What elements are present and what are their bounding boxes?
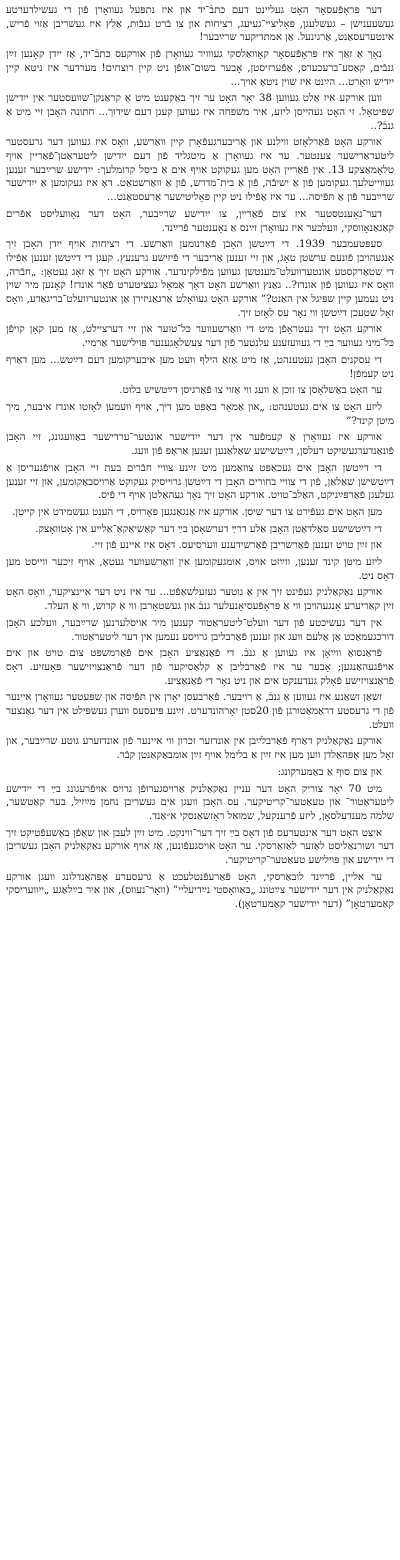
paragraph-17: אורקע נאַקאַלניק געפֿינט זיך אין אַ גוטער געזעלשאַפֿט... ער איז ניט דער איינציקער, וואָס האָט זײַן קאַריערע אָנגעהויבן ווי אַ פּראָפֿעסיאָנעלער גנבֿ און געשטאָרבן ווי אַ קדוש, ווי אַ העלד. — [6, 587, 394, 613]
paragraph-18: אין דער געשיכטע פֿון דער וועלט־ליטעראַטור קענען מיר אויסלערנען שרײַבער, וועלכע האָבן דורכגעמאַכט אַן אַלעם וועג און זענען פֿאַרבליבן גרויסע נעמען אין דער ליטעראַטור. — [6, 617, 394, 643]
paragraph-20: זשאַן זשאַנע איז געווען אַ גנבֿ, אַ רויבער. פֿאַרבעסן יאָרן אין תּפֿיסה און שפּעטער געוואָרן איינער פֿון די גרעסטע דראַמאַטורגן פֿון 20סטן יאָרהונדערט. זײַנע פּיעסעס ווערן געשפּילט אין דער גאַנצער וועלט. — [6, 692, 394, 731]
paragraph-10: ליזע האָט צו אים געטענהט: „און אַמאָר באַפּט מען דיך, אויף וועמען לאָזטו אונדז איבער, מיך מיטן קינד?” — [6, 401, 394, 427]
paragraph-9: ער האָט באַשלאָסן צו זוכן אַ וועג ווי אַזוי צו פֿאַרגיסן דײַטשיש בלוט. — [119, 385, 382, 397]
paragraph-15: און זײַן טויט זענען פֿאַרשריבן פֿאַרשידענע ווערסיעס. דאָס איז איינע פֿון זיי. — [91, 540, 382, 552]
paragraph-25: ער אליין, פֿרײַנד לובאַרסקי, האָט פֿאַרעפֿנטלעכט אַ גרעסערע אָפּהאַנדלונג וועגן אורקע נאַקאַלניק אין דער ייִדישער צײַטונג „באַוואָסטי נײַדיעליי” (וואָר־נעווס), און איר בײַלאַגע „ייִוועריסקי קאַמערטאָן” (דער ייִדישער קאַמערטאָן). — [6, 871, 394, 911]
paragraph-3: ווען אורקע איז אַלט געווען 38 יאָר האָט ער זיך באַקענט מיט אַ קראַנקן־שוועסטער אין ייִדישן שפּיטאָל. זי האָט געהייסן ליזע, איר משפּחה איז געווען קעגן דעם שידוך... חתונה האָבן זיי מיט אַ גנבֿ?.. — [6, 93, 394, 132]
paragraph-14: די דײַטשישע סאַלדאַטן האָבן אַלע דרײַ דערשאָסן בײַ דער קאַשיאַקאַ־אַלייע אין אָטוואָצק. — [35, 523, 382, 535]
paragraph-24: איצט האָט דער אינטערעס פֿון דאָס בײַ זיך דער־ווינקט. מיט זײַן לעבן און שאַפֿן באַשעפֿטיקט זיך דער זשורנאַליסט לאַזער לאַזאַרסקי. ער האָט אויסגעפֿונען, אַז אויף אורקע נאַקאַלניק האָבן געשריבן די ייִדישע און פּוילישע טעאַטער־קריטיקער. — [6, 827, 394, 867]
paragraph-16: ליזע מיטן קינד זענען, ווײַזט אויס, אומגעקומען אין וואַרשעווער געטאָ, אויף זיכער ווייסט מען דאָס ניט. — [6, 557, 394, 582]
paragraph-4: אורקע האָט פֿאַרלאָזט ווילנע און אַריבערגעפֿאָרן קיין וואַרשע, וואָס איז געווען דער גרעסטער ליטעראַרישער צענטער. ער איז געוואָרן אַ מיטגליד פֿון דעם ייִדישן ליטעראַטן־פֿאַריין אויף טלאָמאַצקע 13. אין פֿאַריין האָט מען געקוקט אויף אים אַ ביסל קרומלעך: ייִדישע שרײַבער זענען געווייטלעך געקומען פֿון אַ ישיבֿה, פֿון אַ בית־מדרש, פֿון אַ וואַרשטאַט. דאָ איז געקומען אַ ייִדישער שרײַבער פֿון אַ תּפֿיסה... ער איז אַפֿילו ניט קיין פּאָליטישער אַרעסטאַנט... — [6, 137, 394, 204]
paragraph-1: דער פּראָפֿעסאָר האָט געליינט דעם כּתבֿ־יד און איז נתפּעל געוואָרן פֿון די געשילדערטע געשעענישן – געשלעגן, פּאָליציי־געיעג, רציחות און צו בֿרט גנבֿות, אַלץ איז געשריבן אַזוי פֿריש, אינטערעסאַנט, אַרגינעל. אַן אמתדיקער שרײַבער! — [6, 5, 394, 44]
paragraph-21: אורקע נאַקאַלניק דאַרף פֿאַרבלײַבן אין אונדזער זכּרון ווי איינער פֿון אונדזערע גוטע שרײַבער, און זאָל מען אָפּהאַלדן ווען מען איז זײַן אַ בלימל אויף זײַן אומבאַקאַנטן קבֿר. — [6, 736, 394, 762]
paragraph-22: און צום סוף אַ באַמערקונג: — [277, 766, 382, 778]
paragraph-23: מיט 70 יאָר צוריק האָט דער עניין נאַקאַלניק אַרויסגערופֿן גרויס אויפֿרעגונג בײַ די ייִדישע ליטעראַטור־ און טעאַטער־קריטיקער. עס האָבן וועגן אים געשריבן נחמן מײַזיל, בער קאַטשער, שלמה מענדעלסאָן, ליזע פֿרענקעל, שמואל ראָזשאַנסקי א״אַנד. — [6, 783, 394, 822]
paragraph-6: סעפּטעמבער 1939. די דײַטשן האָבן פֿאַרנומען וואַרשע. די רציחות אויף ייִדן האָבן זיך אָנגעהויבן פֿונעם ערשטן טאָג, און זיי זענען אַריבער די פֿיזישע גרענעץ. קעגן די דײַטשן זענען אַפֿילו די שטאַרקסטע אונטערוועלט־מענטשן געווען מפֿילקינדער. אורקע האָט זיך אַ זאָג געטאָן: „חבֿרה, וואָס איז געווען פֿון אונדז?.. גאַנץ וואַרשע האָט דאָך אַמאָל געציטערט פֿאַר אונדז! קאָנען מיר שוין ניט נעמען קיין שפּיגל אין האַנט?” אורקע האָט געוואָלט אַרגאַניזירן אַן אונטערוועלט־בריגאַדע, וואָס זאָל שטעכן דײַטשן ווי נאָר עס לאָזט זיך. — [6, 239, 394, 319]
paragraph-7: אורקע האָט זיך געטראָפֿן מיט די וואַרשעווער כּל־טוער און זיי דערציילט, אַז מען קאָן קויפֿן כּל־מיני געווער בײַ די געוועזענע עלנטער פֿון דער צעשלאָגענער פּוילישער אַרמיי. — [6, 324, 394, 350]
paragraph-2: נאָך אַ זאַך איז פּראָפֿעסאָר קאָוואַלסקי געווויר געוואָרן פֿון אורקעס כּתבֿ־יד, אַז ייִדן קאָנען זײַן גנבֿים, קאַסע־ברעכערס, אַפֿערזיסטן, אָבער בשום־אופֿן ניט קיין רוצחים! מערדער איז ניטא קיין ייִדיש וואָרט... הײַנט איז שוין ניטאָ אויך... — [6, 49, 394, 88]
paragraph-11: אורקע איז געוואָרן אַ קעמפֿער אין דער ייִדישער אונטער־ערדישער באַוועגונג, זיי האָבן פֿונאַנדערגעשיקט רעלסן, דײַטשישע שאַלאַנען זענען אַראָפּ פֿון וועג. — [6, 432, 394, 458]
paragraph-12: די דײַטשן האָבן אים געכאַפּט צוזאַמען מיט זײַנע צוויי חבֿרים בעת זיי האָבן אויפֿגעריסן אַ דײַטשישן שאַלאַן, פֿון די צוויי בחורים האָבן די דײַטשן גרױיסיק געקוקט אַרויסבאַקומען, און זיי זענען געלעגן פֿאַרפּײַניקט, האַלב־טויט. אורקע האָט זיך נאָך געהאַלטן אויף די פֿיס. — [6, 462, 394, 502]
paragraph-19: פֿראַנסואַ ווײַאָן איז געווען אַ גנבֿ. די פֿאַנאַציע האָבן אים פֿאַרמשפּט צום טויט און אים אויפֿגעהאַנגען; אָבער ער איז פֿאַרבליבן אַ קלאַסיקער פֿון דער פֿראַנצויזישער פּאָעזיע. דאָס פֿראַנצויזישע פֿאָלק געדענקט אים און ניט נאָר די פֿאַנאַציע. — [6, 648, 394, 687]
paragraph-8: די עסקנים האָבן געטענהט, אַז מיט אַזאַ הילף וועט מען איבערקומען דעם דײַטש... מען דאַרף ניט קעמפֿן! — [6, 354, 394, 380]
paragraph-13: מען האָט אים געפֿירט צו דער שיסן. אורקע איז אַנגאַנגען פּאָרויס, די הענט געשמידט אין קייטן. — [12, 506, 382, 518]
paragraph-5: דער־נאָענטסטער איז צום פֿאַריין, צו ייִדישע שרײַבער, האָט דער נאָוועליסט אפֿרים קאַגאַנאָווסקי, וועלכער איז געוואָרן זײַנס אַ נאָענטער פֿרײַנד. — [6, 208, 394, 234]
